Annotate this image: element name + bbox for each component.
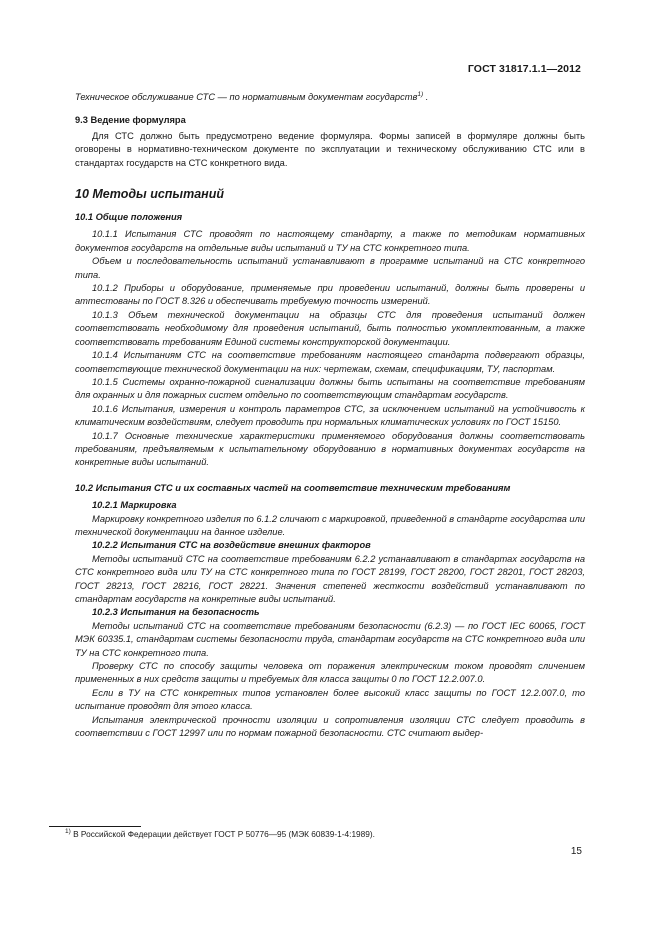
section-10-title: 10 Методы испытаний [75, 187, 224, 202]
section-10-2-1-title: 10.2.1 Маркировка [92, 500, 177, 511]
footnote-divider [49, 826, 141, 827]
paragraph-10-1-6: 10.1.6 Испытания, измерения и контроль параметров СТС, за исключением испытаний на устойчивость к климатическим воздействиям, следует проводить при нормальных климатических условиях по ГОСТ 15150. [75, 403, 585, 428]
page-content [75, 91, 585, 740]
section-9-3-title: 9.3 Ведение формуляра [75, 115, 186, 126]
intro-paragraph [75, 91, 585, 104]
paragraph-10-1-3: 10.1.3 Объем технической документации на образцы СТС для проведения испытаний должен соответствовать необходимому для проведения испытаний, быть полностью укомплектованным, а также соответствовать требованиям Единой системы конструкторской документации. [75, 309, 585, 347]
section-9-3-paragraph: Для СТС должно быть предусмотрено ведение формуляра. Формы записей в формуляре должны быть оговорены в нормативно-техническом документе по эксплуатации и техническому обслуживанию СТС или в стандартах государств на СТС конкретного вида. [75, 130, 585, 168]
page-number: 15 [570, 846, 582, 857]
paragraph-10-2-2: Методы испытаний СТС на соответствие требованиям 6.2.2 устанавливают в стандартах государств на СТС конкретного вида или ТУ на СТС конкретного типа по ГОСТ 28199, ГОСТ 28200, ГОСТ 28201, ГОСТ 28203, ГОСТ 28213, ГОСТ 28216, ГОСТ 28221. Значения степеней жесткости воздействий устанавливают по стандартам государств на конкретные виды испытаний. [75, 553, 585, 604]
paragraph-10-1-4: 10.1.4 Испытаниям СТС на соответствие требованиям настоящего стандарта подвергают образцы, соответствующие технической документации на них: чертежам, схемам, спецификациям, ТУ, паспортам. [75, 350, 585, 374]
intro-end: . [423, 92, 429, 102]
paragraph-10-2-3-d: Испытания электрической прочности изоляции и сопротивления изоляции СТС следует проводить в соответствии с ГОСТ 12997 или по нормам пожарной безопасности. СТС считают выдер- [75, 714, 585, 739]
standard-designation: ГОСТ 31817.1.1—2012 [467, 63, 581, 75]
paragraph-10-2-3-b: Проверку СТС по способу защиты человека от поражения электрическим током проводят сличением примененных в них средств защиты и требуемых для класса защиты 0 по ГОСТ 12.2.007.0. [75, 661, 585, 685]
paragraph-10-1-2: 10.1.2 Приборы и оборудование, применяемые при проведении испытаний, должны быть проверены и аттестованы по ГОСТ 8.326 и обеспечивать требуемую точность измерений. [75, 283, 585, 307]
footnote [65, 829, 375, 840]
paragraph-10-2-1: Маркировку конкретного изделия по 6.1.2 сличают с маркировкой, приведенной в стандарте государства или технической документации на данное изделие. [75, 513, 585, 537]
section-10-2-2-title: 10.2.2 Испытания СТС на воздействие внешних факторов [92, 540, 371, 551]
intro-text: Техническое обслуживание СТС — по нормативным документам государств [75, 92, 418, 102]
section-10-1-title: 10.1 Общие положения [75, 212, 183, 223]
footnote-mark: 1) [65, 828, 71, 836]
paragraph-10-1-1: 10.1.1 Испытания СТС проводят по настоящему стандарту, а также по методикам нормативных документов государств на отдельные виды испытаний и ТУ на СТС конкретного типа. [75, 229, 585, 253]
paragraph-10-1-7: 10.1.7 Основные технические характеристики применяемого оборудования должны соответствовать требованиям, предъявляемым к испытательному оборудованию в нормативных документах государств на конкретные виды испытаний. [75, 430, 585, 468]
paragraph-10-2-3-a: Методы испытаний СТС на соответствие требованиям безопасности (6.2.3) — по ГОСТ IEC 60065, ГОСТ МЭК 60335.1, стандартам системы безопасности труда, стандартам государств на СТС конкретного вида или ТУ на СТС конкретного типа. [75, 620, 585, 658]
footnote-text: В Российской Федерации действует ГОСТ Р 50776—95 (МЭК 60839-1-4:1989). [73, 829, 375, 839]
section-10-2-3-title: 10.2.3 Испытания на безопасность [92, 607, 260, 618]
footnote-ref: 1) [417, 90, 424, 98]
paragraph-10-1-5: 10.1.5 Системы охранно-пожарной сигнализации должны быть испытаны на соответствие требованиям для охранных и для пожарных систем отдельно по соответствующим стандартам государств. [75, 376, 585, 401]
paragraph-10-1-1-b: Объем и последовательность испытаний устанавливают в программе испытаний на СТС конкретного типа. [75, 256, 585, 280]
section-10-2-title: 10.2 Испытания СТС и их составных частей на соответствие техническим требованиям [75, 482, 511, 493]
paragraph-10-2-3-c: Если в ТУ на СТС конкретных типов установлен более высокий класс защиты по ГОСТ 12.2.007.0, то испытание проводят для этого класса. [75, 687, 585, 712]
